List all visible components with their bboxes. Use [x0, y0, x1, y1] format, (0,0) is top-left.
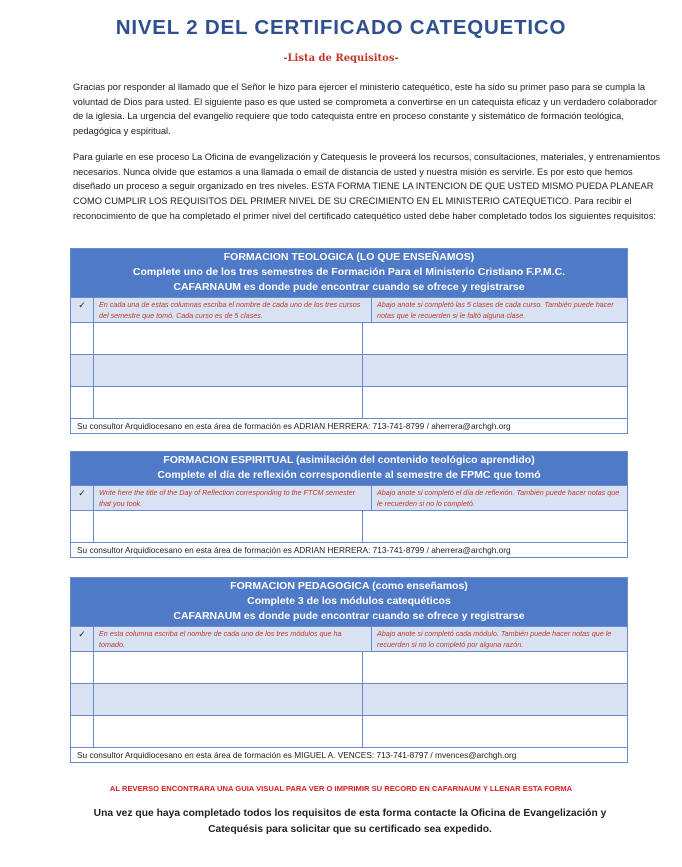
- instruction-completion-notes: Abajo anote si completó cada módulo. También puede hacer notas que le recuerden si no lo completó por alguna razón.: [377, 629, 612, 649]
- check-mark: ✓: [71, 486, 94, 510]
- section-header: [71, 578, 627, 626]
- reflection-title-field[interactable]: [94, 511, 363, 542]
- completion-notes-field[interactable]: [363, 511, 627, 542]
- section-teologica: [70, 248, 628, 434]
- table-row: [71, 683, 627, 715]
- consultant-info: Su consultor Arquidiocesano en esta área de formación es ADRIAN HERRERA: 713-741-8799 / aherrera@archgh.org: [71, 542, 627, 557]
- completion-notes-field[interactable]: [363, 355, 627, 386]
- section-pedagogica: [70, 577, 628, 763]
- instruction-row: [71, 626, 627, 651]
- table-row: [71, 322, 627, 354]
- section-requirement: Complete uno de los tres semestres de Formación Para el Ministerio Cristiano F.P.M.C.: [132, 266, 566, 278]
- section-registration-note: CAFARNAUM es donde pude encontrar cuando se ofrece y registrarse: [173, 610, 525, 622]
- section-requirement: Complete el día de reflexión correspondiente al semestre de FPMC que tomó: [157, 469, 541, 481]
- checkbox-cell[interactable]: [71, 511, 94, 542]
- table-row: [71, 510, 627, 542]
- instruction-course-names: En cada una de estas columnas escriba el nombre de cada uno de los tres cursos del semestre que tomó. Cada curso es de 5 clases.: [94, 298, 372, 322]
- section-registration-note: CAFARNAUM es donde pude encontrar cuando se ofrece y registrarse: [173, 281, 525, 293]
- table-row: [71, 386, 627, 418]
- course-name-field[interactable]: [94, 387, 363, 418]
- instruction-completion-notes: Abajo anote si completó el día de reflexión. También puede hacer notas que le recuerden si no lo completó.: [377, 488, 620, 508]
- table-row: [71, 354, 627, 386]
- instruction-reflection-title: Write here the title of the Day of Reflection corresponding to the FTCM semester that you took.: [94, 486, 372, 510]
- checkbox-cell[interactable]: [71, 684, 94, 715]
- module-name-field[interactable]: [94, 716, 363, 747]
- completion-notes-field[interactable]: [363, 716, 627, 747]
- instruction-completion-notes: Abajo anote si completó las 5 clases de cada curso. También puede hacer notas que le recuerden si le faltó alguna clase.: [377, 300, 614, 320]
- section-heading: FORMACION ESPIRITUAL (asimilación del contenido teológico aprendido): [163, 454, 535, 466]
- table-row: [71, 715, 627, 747]
- instruction-row: [71, 297, 627, 322]
- completion-notes-field[interactable]: [363, 684, 627, 715]
- module-name-field[interactable]: [94, 652, 363, 683]
- completion-notes-field[interactable]: [363, 323, 627, 354]
- checkbox-cell[interactable]: [71, 652, 94, 683]
- instruction-module-names: En esta columna escriba el nombre de cada uno de los tres módulos que ha tomado.: [94, 627, 372, 651]
- section-espiritual: [70, 451, 628, 558]
- closing-instructions: Una vez que haya completado todos los requisitos de esta forma contacte la Oficina de Evangelización y Catequésis para solicitar que su certificado sea expedido.: [93, 808, 607, 835]
- checkbox-cell[interactable]: [71, 716, 94, 747]
- section-header: [71, 249, 627, 297]
- section-requirement: Complete 3 de los módulos catequéticos: [247, 595, 451, 607]
- section-heading: FORMACION PEDAGOGICA (como enseñamos): [230, 580, 468, 592]
- module-name-field[interactable]: [94, 684, 363, 715]
- checkbox-cell[interactable]: [71, 323, 94, 354]
- check-mark: ✓: [71, 298, 94, 322]
- completion-notes-field[interactable]: [363, 387, 627, 418]
- page-title: NIVEL 2 DEL CERTIFICADO CATEQUETICO: [115, 16, 567, 39]
- page-subtitle: -Lista de Requisitos-: [283, 53, 399, 64]
- section-header: [71, 452, 627, 485]
- course-name-field[interactable]: [94, 323, 363, 354]
- checkbox-cell[interactable]: [71, 387, 94, 418]
- table-row: [71, 651, 627, 683]
- process-paragraph: Para guiarle en ese proceso La Oficina de evangelización y Catequesis le proveerá los recursos, consultaciones, materiales, y entrenamientos necesarios. Nunca olvide que estamos a una llamada o email de distancia de usted y nuestra misión es servirle. Es por esto que hemos diseñado un proceso a seguir organizado en tres niveles. ESTA FORMA TIENE LA INTENCION DE QUE USTED MISMO PUEDA PLANEAR COMO CUMPLIR LOS REQUISITOS DEL PRIMER NIVEL DE SU CRECIMIENTO EN EL MINISTERIO CATEQUETICO. Para recibir el reconocimiento de que ha completado el primer nivel del certificado catequético usted debe haber completado todos los siguientes requisitos:: [73, 152, 661, 221]
- consultant-info: Su consultor Arquidiocesano en esta área de formación es MIGUEL A. VENCES: 713-741-8797 / mvences@archgh.org: [71, 747, 627, 762]
- consultant-info: Su consultor Arquidiocesano en esta área de formación es ADRIAN HERRERA: 713-741-8799 / aherrera@archgh.org: [71, 418, 627, 433]
- section-heading: FORMACION TEOLOGICA (LO QUE ENSEÑAMOS): [223, 251, 475, 263]
- intro-paragraph: Gracias por responder al llamado que el Señor le hizo para ejercer el ministerio catequético, este ha sido su primer paso para se cumpla la voluntad de Dios para usted. El siguiente paso es que usted se comprometa a convertirse en un catequista eficaz y un verdadero colaborador de la iglesia. La urgencia del evangelio requiere que todo catequista entre en proceso constante y sistemático de formación teológica, pedagógica y espiritual.: [73, 82, 657, 137]
- course-name-field[interactable]: [94, 355, 363, 386]
- instruction-row: [71, 485, 627, 510]
- completion-notes-field[interactable]: [363, 652, 627, 683]
- checkbox-cell[interactable]: [71, 355, 94, 386]
- check-mark: ✓: [71, 627, 94, 651]
- reverse-side-note: AL REVERSO ENCONTRARA UNA GUIA VISUAL PARA VER O IMPRIMIR SU RECORD EN CAFARNAUM Y LLENAR ESTA FORMA: [109, 784, 573, 793]
